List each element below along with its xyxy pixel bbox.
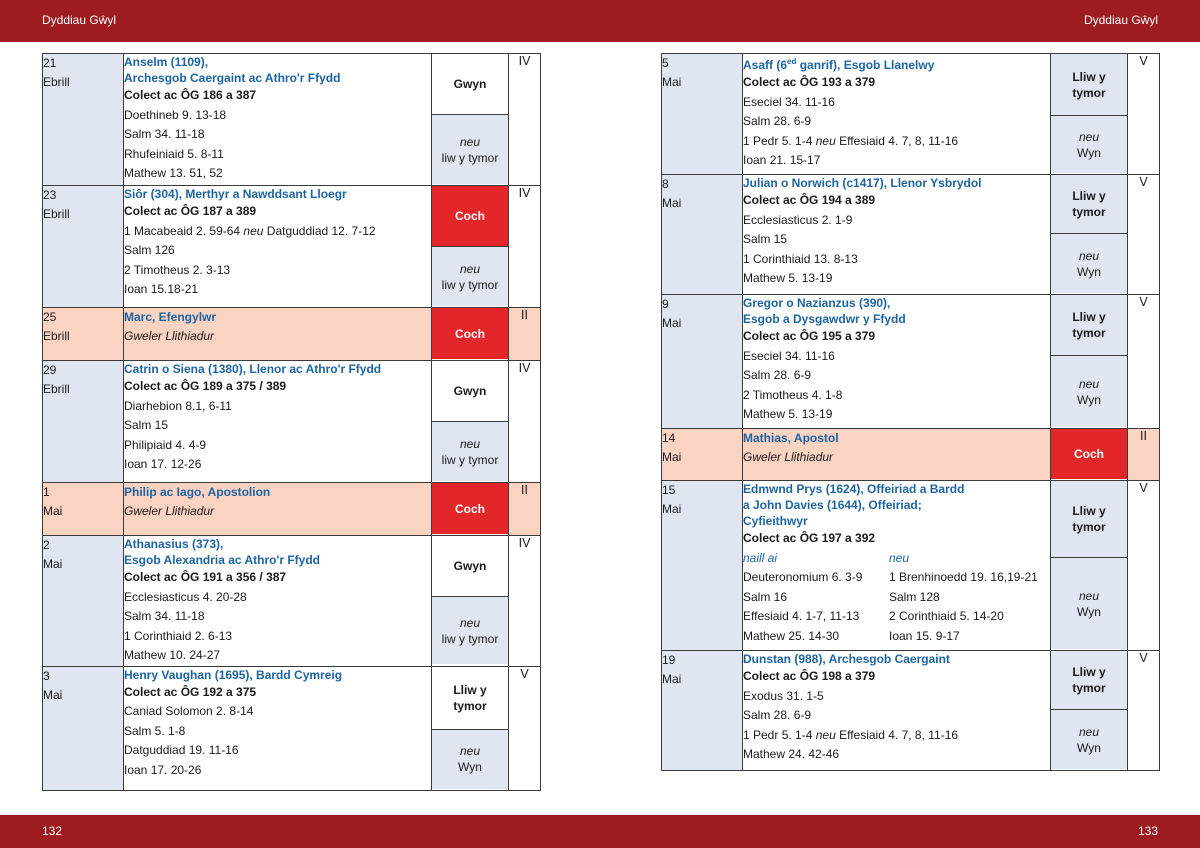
alt-colour-label: Wyn [1077, 145, 1101, 160]
reading: Caniad Solomon 2. 8-14 [124, 704, 254, 718]
reading: Ioan 15.18-21 [124, 282, 199, 296]
alt-colour-label: Wyn [458, 760, 482, 774]
page-number-right: 133 [1137, 824, 1158, 838]
colour-line1: Lliw y [1072, 504, 1106, 518]
reading-b: 2 Corinthiaid 5. 14-20 [889, 609, 1004, 623]
alt-colour-label: liw y tymor [441, 150, 499, 165]
reading-a: 1 Pedr 5. 1-4 [743, 727, 816, 742]
reading: Ioan 21. 15-17 [743, 153, 821, 167]
season-cell: IV [509, 536, 541, 667]
title-sup: ed [787, 57, 797, 66]
table-row [43, 308, 541, 361]
colour-label: Coch [432, 186, 508, 246]
entry-title: Philip ac Iago, Apostolion [124, 485, 271, 499]
entry-cell [743, 481, 1051, 651]
day: 3 [43, 668, 50, 683]
colour-line2: tymor [1072, 326, 1106, 340]
reading: Salm 5. 1-8 [124, 723, 186, 738]
entry-title-line2: Esgob a Dysgawdwr y Ffydd [743, 312, 906, 326]
entry-cell [124, 536, 432, 667]
neu-label: neu [1078, 588, 1100, 603]
header-left: Dyddiau Gŵyl [42, 13, 117, 27]
header-band [0, 0, 1200, 42]
colour-cell [432, 536, 509, 667]
season-cell: IV [509, 361, 541, 483]
colour-label: Coch [432, 483, 508, 534]
entry-title-line2: Archesgob Caergaint ac Athro'r Ffydd [124, 71, 341, 85]
table-row [662, 481, 1160, 651]
table-row [662, 429, 1160, 481]
alt-colour [432, 596, 508, 664]
alt-colour-label: Wyn [1077, 740, 1101, 755]
reading-a: Salm 16 [743, 589, 788, 604]
neu-label: neu [459, 261, 481, 276]
colour-label [432, 667, 508, 729]
entry-cell [743, 429, 1051, 481]
day: 15 [662, 483, 676, 497]
entry-cell [124, 666, 432, 790]
alt-colour-label: liw y tymor [441, 277, 499, 292]
colour-cell [432, 666, 509, 790]
colour-label [1051, 175, 1127, 233]
alt-colour-label: liw y tymor [441, 631, 499, 646]
table-row [662, 175, 1160, 295]
reading-a: Mathew 25. 14-30 [743, 628, 840, 643]
reading [743, 568, 1050, 588]
note: Gweler Llithiadur [743, 450, 834, 464]
reading-a: Deuteronomium 6. 3-9 [743, 570, 863, 584]
alt-colour [1051, 557, 1127, 649]
table-row [662, 295, 1160, 429]
reading: 2 Timotheus 4. 1-8 [743, 387, 843, 402]
reading: Salm 34. 11-18 [124, 127, 205, 141]
day: 9 [662, 297, 669, 311]
collect: Colect ac ÔG 195 a 379 [743, 329, 876, 343]
reading: Datguddiad 19. 11-16 [124, 743, 239, 757]
day: 14 [662, 431, 676, 445]
reading: 1 Corinthiaid 2. 6-13 [124, 628, 233, 643]
alt-colour-label: Wyn [1077, 604, 1101, 619]
reading: Salm 34. 11-18 [124, 609, 205, 623]
reading: Doethineb 9. 13-18 [124, 107, 227, 122]
entry-title: Marc, Efengylwr [124, 310, 217, 324]
entry-title: Julian o Norwich (c1417), Llenor Ysbrydol [743, 176, 982, 190]
entry-cell [743, 54, 1051, 175]
season-cell: II [509, 308, 541, 361]
reading-a: Effesiaid 4. 1-7, 11-13 [743, 609, 860, 623]
season-cell: IV [509, 186, 541, 308]
month: Mai [662, 672, 682, 686]
or-label: neu [889, 550, 910, 565]
reading-a: 1 Macabeaid 2. 59-64 [124, 223, 244, 238]
collect: Colect ac ÔG 187 a 389 [124, 204, 257, 218]
reading: Diarhebion 8.1, 6-11 [124, 398, 232, 413]
entry-title-line3: Cyfieithwyr [743, 514, 808, 528]
colour-line1: Lliw y [453, 682, 487, 697]
table-row [43, 483, 541, 536]
day: 5 [662, 56, 669, 70]
day: 1 [43, 485, 50, 499]
colour-line2: tymor [1072, 681, 1106, 695]
day: 8 [662, 177, 669, 191]
neu-label: neu [459, 615, 481, 630]
date-cell [662, 54, 743, 175]
entry-cell [124, 483, 432, 536]
reading [743, 132, 1050, 152]
reading-b: Effesiaid 4. 7, 8, 11-16 [835, 727, 959, 742]
reading-b: Datguddiad 12. 7-12 [263, 223, 376, 238]
day: 2 [43, 538, 50, 552]
reading: Ecclesiasticus 2. 1-9 [743, 212, 853, 227]
reading [743, 588, 1050, 608]
colour-line1: Lliw y [1072, 310, 1106, 324]
colour-cell [1051, 651, 1128, 771]
month: Mai [43, 687, 63, 702]
collect: Colect ac ÔG 191 a 356 / 387 [124, 570, 287, 584]
colour-cell [1051, 481, 1128, 651]
month: Mai [662, 196, 682, 210]
entry-cell [124, 186, 432, 308]
reading: Salm 126 [124, 243, 175, 257]
alt-colour [1051, 115, 1127, 173]
day: 25 [43, 310, 57, 324]
neu-label: neu [459, 744, 481, 758]
day: 23 [43, 188, 57, 202]
table-row [43, 361, 541, 483]
colour-label: Gwyn [432, 54, 508, 114]
colour-label [1051, 481, 1127, 557]
reading-b: 1 Brenhinoedd 19. 16,19-21 [889, 570, 1038, 584]
reading-neu: neu [815, 727, 836, 742]
month: Ebrill [43, 382, 70, 396]
entry-title: Athanasius (373), [124, 537, 224, 551]
alt-colour [432, 114, 508, 184]
alt-colour-label: liw y tymor [441, 452, 499, 467]
reading: Salm 15 [743, 232, 788, 246]
reading: Philipiaid 4. 4-9 [124, 437, 207, 452]
colour-line2: tymor [1072, 85, 1106, 100]
month: Mai [43, 557, 63, 571]
alternatives-header [743, 549, 1050, 569]
entry-title-line2: a John Davies (1644), Offeiriad; [743, 498, 922, 512]
colour-label: Coch [1051, 429, 1127, 479]
reading-b: Effesiaid 4. 7, 8, 11-16 [835, 133, 959, 148]
entry-title [743, 54, 1050, 73]
date-cell [662, 175, 743, 295]
colour-line1: Lliw y [1072, 665, 1106, 679]
reading: Rhufeiniaid 5. 8-11 [124, 146, 224, 161]
neu-label: neu [459, 436, 481, 451]
note: Gweler Llithiadur [124, 504, 215, 518]
alt-colour-label: Wyn [1077, 392, 1101, 407]
reading-neu: neu [815, 133, 836, 148]
table-row [662, 54, 1160, 175]
date-cell [43, 536, 124, 667]
entry-cell [743, 295, 1051, 429]
colour-cell [432, 361, 509, 483]
colour-line1: Lliw y [1072, 189, 1106, 203]
day: 29 [43, 363, 57, 377]
entry-cell [124, 361, 432, 483]
date-cell [662, 651, 743, 771]
reading: Salm 28. 6-9 [743, 368, 812, 382]
season-cell: V [1128, 295, 1160, 429]
collect: Colect ac ÔG 189 a 375 / 389 [124, 379, 287, 393]
table-row [43, 186, 541, 308]
reading: Mathew 5. 13-19 [743, 407, 833, 421]
alt-colour [432, 246, 508, 306]
table-row [43, 54, 541, 186]
entry-title-line2: Esgob Alexandria ac Athro'r Ffydd [124, 553, 320, 567]
season-cell: V [1128, 651, 1160, 771]
reading: Eseciel 34. 11-16 [743, 94, 835, 109]
reading: Salm 15 [124, 418, 169, 432]
reading-b: Salm 128 [889, 589, 940, 604]
reading: Exodus 31. 1-5 [743, 688, 824, 703]
date-cell [43, 361, 124, 483]
neu-label: neu [1078, 248, 1100, 263]
entry-title: Catrin o Siena (1380), Llenor ac Athro'r Ffydd [124, 362, 382, 376]
colour-label [1051, 651, 1127, 709]
entry-cell [743, 651, 1051, 771]
date-cell [43, 308, 124, 361]
reading: Salm 28. 6-9 [743, 114, 812, 128]
collect: Colect ac ÔG 192 a 375 [124, 684, 257, 699]
collect: Colect ac ÔG 198 a 379 [743, 669, 876, 683]
reading [124, 222, 431, 242]
colour-label: Gwyn [432, 361, 508, 421]
colour-label: Gwyn [432, 536, 508, 596]
colour-label [1051, 295, 1127, 355]
entry-title: Gregor o Nazianzus (390), [743, 296, 891, 310]
colour-label: Coch [432, 308, 508, 359]
reading: 1 Corinthiaid 13. 8-13 [743, 251, 858, 266]
season-cell: V [1128, 54, 1160, 175]
table-row [43, 666, 541, 790]
reading: Mathew 13. 51, 52 [124, 166, 223, 180]
entry-cell [124, 308, 432, 361]
day: 21 [43, 56, 57, 70]
month: Mai [662, 75, 682, 89]
collect: Colect ac ÔG 194 a 389 [743, 193, 876, 207]
colour-cell [432, 186, 509, 308]
entry-title: Dunstan (988), Archesgob Caergaint [743, 652, 950, 666]
colour-cell [1051, 175, 1128, 295]
colour-line2: tymor [1072, 520, 1106, 534]
date-cell [43, 54, 124, 186]
neu-label: neu [459, 134, 481, 149]
left-calendar-table [42, 53, 541, 791]
colour-cell [1051, 295, 1128, 429]
colour-cell [432, 308, 509, 361]
alt-colour [1051, 355, 1127, 427]
colour-line2: tymor [453, 698, 487, 713]
either-label: naill ai [743, 550, 778, 565]
reading: 2 Timotheus 2. 3-13 [124, 262, 231, 277]
entry-title: Mathias, Apostol [743, 431, 839, 445]
day: 19 [662, 653, 676, 667]
collect: Colect ac ÔG 197 a 392 [743, 531, 876, 545]
neu-label: neu [1078, 376, 1100, 391]
season-cell: IV [509, 54, 541, 186]
page-number-left: 132 [42, 824, 63, 838]
season-cell: V [1128, 481, 1160, 651]
entry-title: Anselm (1109), [124, 55, 209, 69]
reading-neu: neu [243, 223, 264, 238]
alt-colour [1051, 709, 1127, 769]
reading: Mathew 5. 13-19 [743, 271, 833, 285]
month: Mai [43, 504, 63, 518]
title-part: Asaff (6 [743, 58, 788, 72]
date-cell [662, 429, 743, 481]
table-row [662, 651, 1160, 771]
date-cell [662, 295, 743, 429]
month: Mai [662, 502, 682, 516]
entry-title: Edmwnd Prys (1624), Offeiriad a Bardd [743, 482, 965, 496]
table-row [43, 536, 541, 667]
colour-cell [1051, 429, 1128, 481]
neu-label: neu [1078, 724, 1100, 739]
title-part: ganrif), Esgob Llanelwy [796, 58, 935, 72]
month: Mai [662, 450, 682, 464]
month: Ebrill [43, 207, 70, 221]
reading: Salm 28. 6-9 [743, 708, 812, 722]
colour-line2: tymor [1072, 205, 1106, 219]
season-cell: II [1128, 429, 1160, 481]
month: Ebrill [43, 75, 70, 89]
reading: Mathew 10. 24-27 [124, 648, 221, 662]
month: Mai [662, 316, 682, 330]
alt-colour [432, 729, 508, 789]
season-cell: II [509, 483, 541, 536]
month: Ebrill [43, 329, 70, 343]
reading: Ioan 17. 12-26 [124, 457, 202, 471]
reading: Eseciel 34. 11-16 [743, 348, 835, 363]
date-cell [662, 481, 743, 651]
alt-colour [1051, 233, 1127, 293]
colour-cell [432, 483, 509, 536]
reading [743, 607, 1050, 627]
neu-label: neu [1078, 129, 1100, 144]
reading-b: Ioan 15. 9-17 [889, 628, 960, 643]
right-calendar-table [661, 53, 1160, 771]
reading-a: 1 Pedr 5. 1-4 [743, 133, 816, 148]
entry-title: Siôr (304), Merthyr a Nawddsant Lloegr [124, 187, 347, 201]
collect: Colect ac ÔG 193 a 379 [743, 75, 876, 89]
entry-title: Henry Vaughan (1695), Bardd Cymreig [124, 667, 343, 682]
reading: Mathew 24. 42-46 [743, 747, 840, 761]
footer-band [0, 815, 1200, 848]
date-cell [43, 483, 124, 536]
alt-colour [432, 421, 508, 481]
colour-label [1051, 54, 1127, 115]
entry-cell [743, 175, 1051, 295]
note: Gweler Llithiadur [124, 329, 215, 343]
collect: Colect ac ÔG 186 a 387 [124, 88, 257, 102]
season-cell: V [1128, 175, 1160, 295]
alt-colour-label: Wyn [1077, 264, 1101, 279]
colour-line1: Lliw y [1072, 69, 1106, 84]
reading: Ecclesiasticus 4. 20-28 [124, 589, 247, 604]
season-cell: V [509, 666, 541, 790]
colour-cell [432, 54, 509, 186]
colour-cell [1051, 54, 1128, 175]
entry-cell [124, 54, 432, 186]
reading [743, 627, 1050, 647]
date-cell [43, 666, 124, 790]
header-right: Dyddiau Gŵyl [1083, 13, 1158, 27]
reading [743, 726, 1050, 746]
date-cell [43, 186, 124, 308]
reading: Ioan 17. 20-26 [124, 762, 202, 777]
